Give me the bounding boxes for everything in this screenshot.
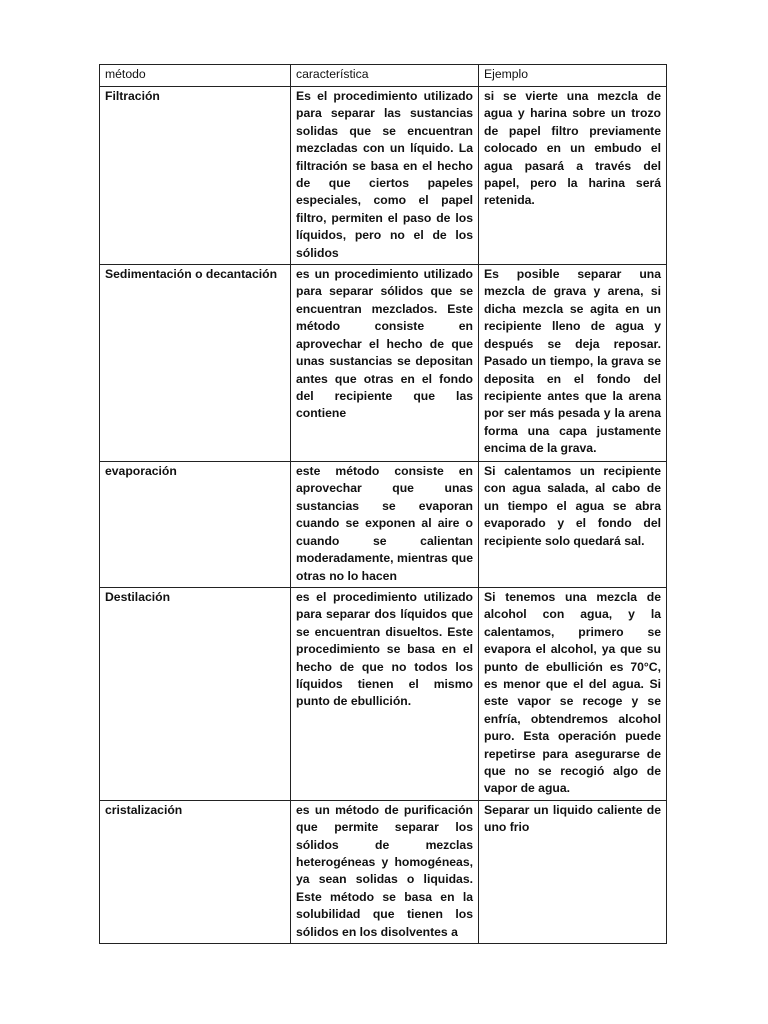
header-method: método	[100, 65, 291, 87]
table-header-row	[100, 65, 667, 87]
description-cell: Es el procedimiento utilizado para separar las sustancias solidas que se encuentran mezcladas con un líquido. La filtración se basa en el hecho de que ciertos papeles especiales, como el papel filtro, permiten el paso de los líquidos, pero no el de los sólidos	[291, 87, 479, 265]
method-cell: cristalización	[100, 800, 291, 943]
table-row-cristalizacion	[100, 800, 667, 943]
description-cell: este método consiste en aprovechar que unas sustancias se evaporan cuando se exponen al aire o cuando se calientan moderadamente, mientras que otras no lo hacen	[291, 462, 479, 588]
table-row-evaporacion	[100, 462, 667, 588]
method-cell: Sedimentación o decantación	[100, 265, 291, 462]
example-cell: Si tenemos una mezcla de alcohol con agua, y la calentamos, primero se evapora el alcohol, ya que su punto de ebullición es 70°C, es menor que el del agua. Si este vapor se recoge y se enfría, obtendremos alcohol puro. Esta operación puede repetirse para asegurarse de que no se recogió algo de vapor de agua.	[479, 587, 667, 800]
method-cell: Destilación	[100, 587, 291, 800]
description-cell: es un procedimiento utilizado para separar sólidos que se encuentran mezclados. Este método consiste en aprovechar el hecho de que unas sustancias se depositan antes que otras en el fondo del recipiente que las contiene	[291, 265, 479, 462]
table-row-filtracion	[100, 87, 667, 265]
example-cell: Es posible separar una mezcla de grava y arena, si dicha mezcla se agita en un recipiente lleno de agua y después se deja reposar. Pasado un tiempo, la grava se deposita en el fondo del recipiente antes que la arena por ser más pesada y la arena forma una capa justamente encima de la grava.	[479, 265, 667, 462]
example-cell: Si calentamos un recipiente con agua salada, al cabo de un tiempo el agua se abra evaporado y el fondo del recipiente solo quedará sal.	[479, 462, 667, 588]
example-cell: si se vierte una mezcla de agua y harina sobre un trozo de papel filtro previamente colocado en un embudo el agua pasará a través del papel, pero la harina será retenida.	[479, 87, 667, 265]
method-cell: evaporación	[100, 462, 291, 588]
separation-methods-table	[99, 64, 667, 944]
header-characteristic: característica	[291, 65, 479, 87]
method-cell: Filtración	[100, 87, 291, 265]
description-cell: es un método de purificación que permite separar los sólidos de mezclas heterogéneas y homogéneas, ya sean solidas o liquidas. Este método se basa en la solubilidad que tienen los sólidos en los disolventes a	[291, 800, 479, 943]
header-example: Ejemplo	[479, 65, 667, 87]
table-row-sedimentacion	[100, 265, 667, 462]
table-row-destilacion	[100, 587, 667, 800]
example-cell: Separar un liquido caliente de uno frio	[479, 800, 667, 943]
description-cell: es el procedimiento utilizado para separar dos líquidos que se encuentran disueltos. Este procedimiento se basa en el hecho de que no todos los líquidos tienen el mismo punto de ebullición.	[291, 587, 479, 800]
